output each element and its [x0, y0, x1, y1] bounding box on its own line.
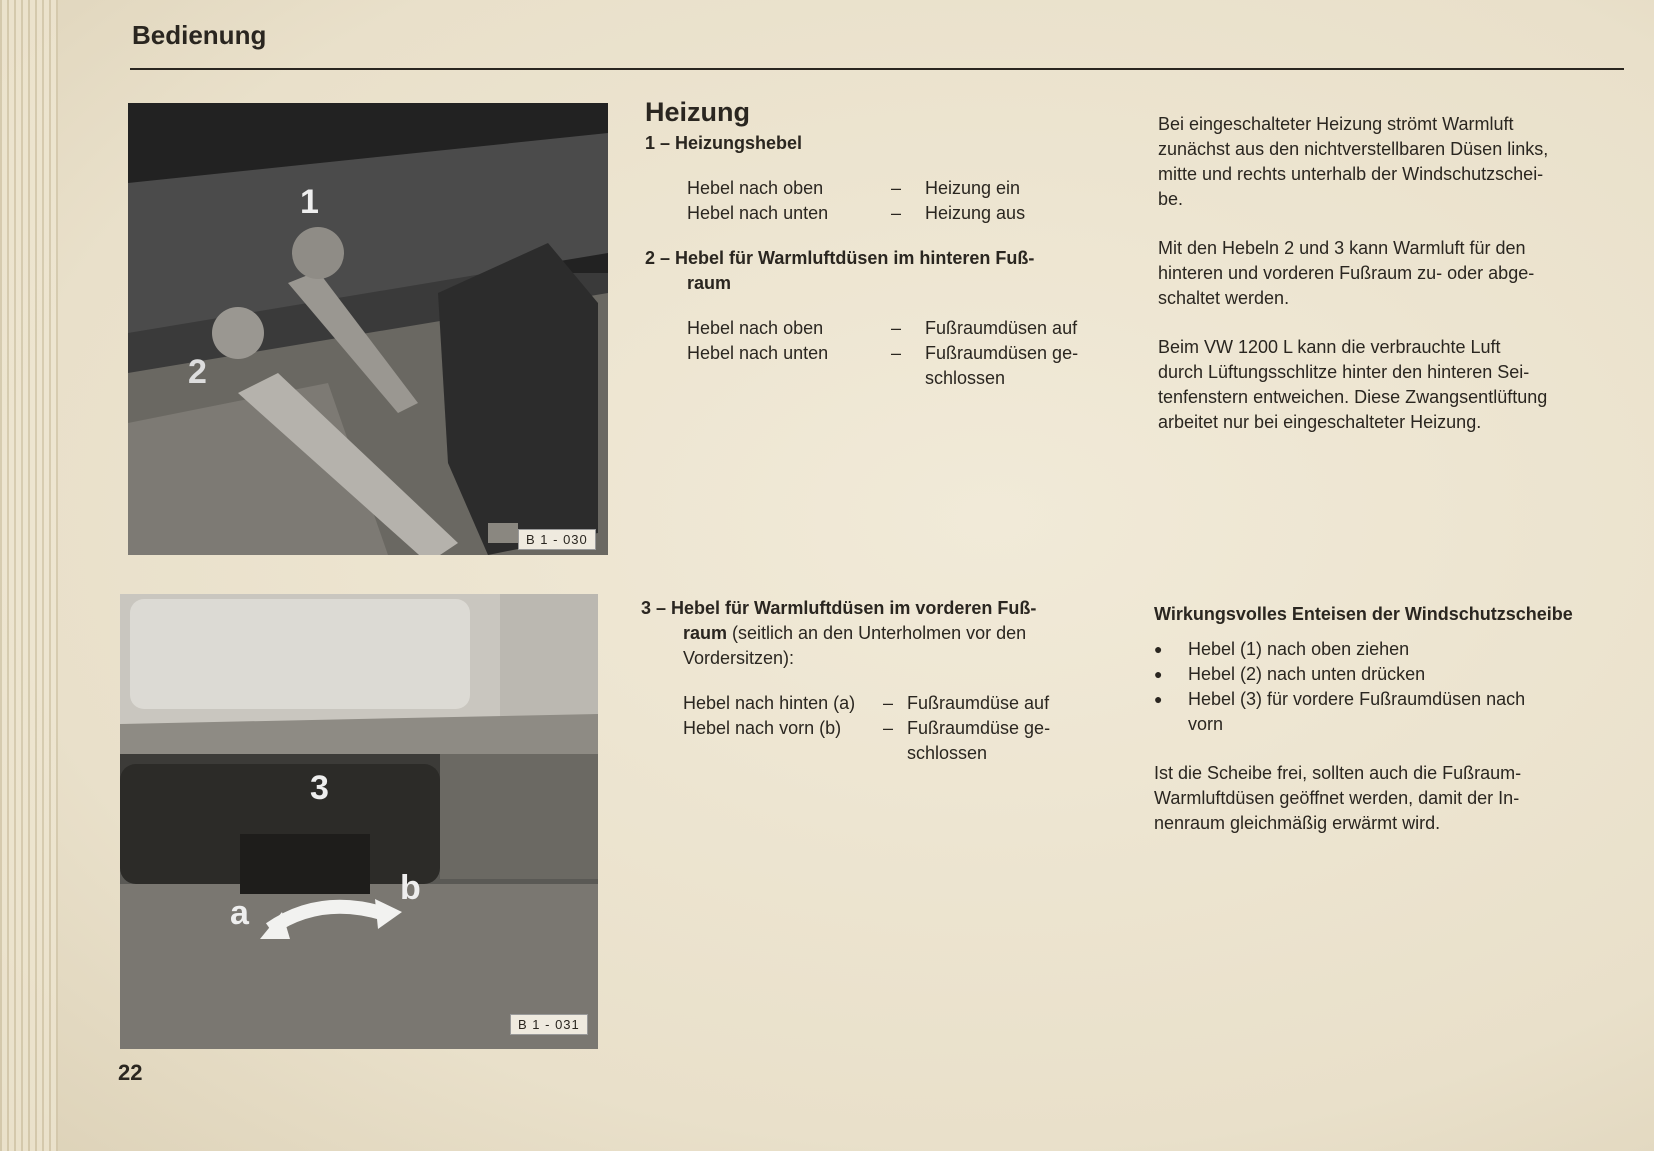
item3-title-bold: raum	[683, 623, 728, 643]
middle-column	[645, 97, 1105, 391]
row-label: Hebel nach hinten (a)	[683, 693, 856, 713]
middle-column-lower	[641, 596, 1111, 766]
item3-row: Hebel nach vorn (b) – Fußraumdüse ge-	[641, 716, 1111, 741]
text-line: durch Lüftungsschlitze hinter den hinteren Sei-	[1158, 362, 1530, 382]
row-label: Hebel nach oben	[687, 178, 824, 198]
item1-row: Hebel nach unten – Heizung aus	[645, 201, 1105, 226]
item2-row: Hebel nach unten – Fußraumdüsen ge-	[645, 341, 1105, 366]
text-line: hinteren und vorderen Fußraum zu- oder abge-	[1158, 263, 1535, 283]
direction-b-label: b	[400, 869, 421, 907]
heater-lever-photo	[128, 103, 608, 555]
text-line: tenfenstern entweichen. Diese Zwangsentlüftung	[1158, 387, 1548, 407]
lever-number-3: 3	[310, 769, 329, 807]
row-value: Fußraumdüse auf	[907, 693, 1050, 713]
item3-title-line3: Vordersitzen):	[683, 648, 795, 668]
item3-row: Hebel nach hinten (a) – Fußraumdüse auf	[641, 691, 1111, 716]
row-value-cont: schlossen	[925, 368, 1006, 388]
page-edges	[0, 0, 58, 1151]
right-column-lower	[1154, 602, 1624, 836]
row-label: Hebel nach vorn (b)	[683, 718, 842, 738]
row-label: Hebel nach unten	[687, 343, 829, 363]
deicing-heading: Wirkungsvolles Enteisen der Windschutzscheibe	[1154, 604, 1573, 624]
row-value: Fußraumdüsen ge-	[925, 343, 1079, 363]
list-item-text: Hebel (3) für vordere Fußraumdüsen nach	[1188, 689, 1526, 709]
paragraph-4	[1154, 761, 1624, 836]
item3-title-cont	[641, 621, 1111, 646]
row-value: Fußraumdüsen auf	[925, 318, 1078, 338]
text-line: Bei eingeschalteter Heizung strömt Warmluft	[1158, 114, 1514, 134]
item3-title-rest: (seitlich an den Unterholmen vor den	[727, 623, 1027, 643]
text-line: be.	[1158, 189, 1184, 209]
section-title: Bedienung	[132, 20, 267, 50]
item2-row-cont	[645, 366, 1105, 391]
row-label: Hebel nach oben	[687, 318, 824, 338]
direction-a-label: a	[230, 894, 249, 932]
row-value: Heizung ein	[925, 178, 1021, 198]
right-column	[1158, 112, 1628, 435]
list-item-text-cont: vorn	[1188, 714, 1224, 734]
list-item	[1154, 687, 1624, 737]
item2-title-cont: raum	[687, 273, 732, 293]
text-line: schaltet werden.	[1158, 288, 1290, 308]
page-number: 22	[118, 1060, 143, 1085]
deicing-list	[1154, 637, 1624, 737]
item2-title: 2 – Hebel für Warmluftdüsen im hinteren Fuß-	[645, 248, 1035, 268]
lever-number-1: 1	[300, 183, 319, 221]
item2-row: Hebel nach oben – Fußraumdüsen auf	[645, 316, 1105, 341]
text-line: Warmluftdüsen geöffnet werden, damit der In-	[1154, 788, 1520, 808]
footwell-lever-photo	[120, 594, 598, 1049]
photo-label: B 1 - 031	[510, 1014, 588, 1035]
text-line: arbeitet nur bei eingeschalteter Heizung.	[1158, 412, 1482, 432]
paragraph-1	[1158, 112, 1628, 212]
photo-label: B 1 - 030	[518, 529, 596, 550]
paragraph-2	[1158, 236, 1628, 311]
list-item: ● Hebel (1) nach oben ziehen	[1154, 637, 1624, 662]
text-line: Beim VW 1200 L kann die verbrauchte Luft	[1158, 337, 1501, 357]
item1-title: 1 – Heizungshebel	[645, 133, 803, 153]
text-line: Mit den Hebeln 2 und 3 kann Warmluft für den	[1158, 238, 1526, 258]
item3-row-cont	[641, 741, 1111, 766]
text-line: mitte und rechts unterhalb der Windschutzschei-	[1158, 164, 1544, 184]
row-value-cont: schlossen	[907, 743, 988, 763]
text-line: zunächst aus den nichtverstellbaren Düsen links,	[1158, 139, 1549, 159]
text-line: nenraum gleichmäßig erwärmt wird.	[1154, 813, 1441, 833]
text-line: Ist die Scheibe frei, sollten auch die Fußraum-	[1154, 763, 1522, 783]
row-value: Heizung aus	[925, 203, 1026, 223]
item3-title: 3 – Hebel für Warmluftdüsen im vorderen Fuß-	[641, 598, 1037, 618]
row-value: Fußraumdüse ge-	[907, 718, 1051, 738]
heading-heizung: Heizung	[645, 97, 750, 127]
paragraph-3	[1158, 335, 1628, 435]
header-rule	[130, 68, 1624, 70]
item1-row: Hebel nach oben – Heizung ein	[645, 176, 1105, 201]
row-label: Hebel nach unten	[687, 203, 829, 223]
list-item: ● Hebel (2) nach unten drücken	[1154, 662, 1624, 687]
lever-number-2: 2	[188, 353, 207, 391]
